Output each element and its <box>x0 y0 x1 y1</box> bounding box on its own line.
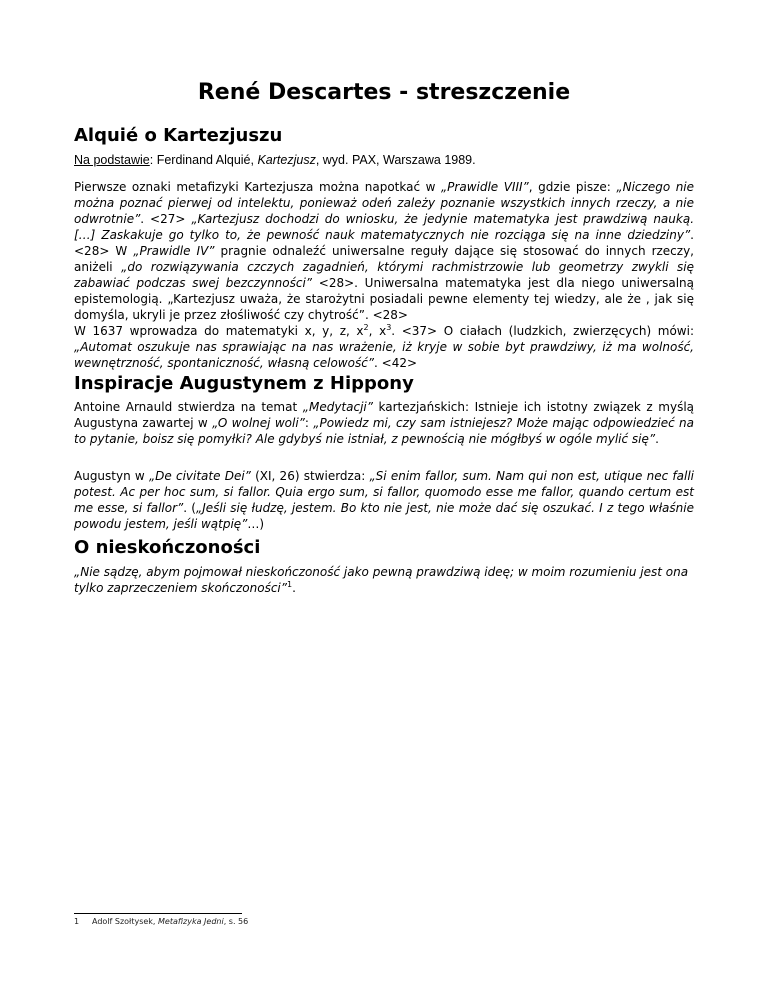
source-line: Na podstawie: Ferdinand Alquié, Kartezjusz, wyd. PAX, Warszawa 1989. <box>74 153 476 167</box>
paragraph-metaphysics: Pierwsze oznaki metafizyki Kartezjusza można napotkać w „Prawidle VIII”, gdzie pisze: „Niczego nie można poznać pierwej od intelektu, ponieważ odeń zależy poznanie wszystkich innych rzeczy, a nie odwrotnie”. <27> „Kartezjusz dochodzi do wniosku, że jedynie matematyka jest prawdziwą nauką. […] Zaskakuje go tylko to, że pewność nauk matematycznych nie rozciąga się na inne dziedziny”. <28> W „Prawidle IV” pragnie odnaleźć uniwersalne reguły dające się stosować do innych rzeczy, aniżeli „do rozwiązywania czczych zagadnień, którymi rachmistrzowie lub geometrzy zwykli się zabawiać podczas swej bezczynności” <28>. Uniwersalna matematyka jest dla niego uniwersalną epistemologią. „Kartezjusz uważa, że starożytni posiadali pewne elementy tej wiedzy, ale że , jak się domyśla, ukryli je przez złośliwość czy chytrość”. <28> W 1637 wprowadza do matematyki x, y, z, $x^2$, $x^3$. <37> O ciałach (ludzkich, zwierzęcych) mówi: „Automat oszukuje nas sprawiając na nas wrażenie, iż kryje w sobie byt prawdziwy, iż ma wolność, wewnętrzność, spontaniczność, własną celowość”. <42> <box>74 180 695 370</box>
section-heading-infinity: O nieskończoności <box>74 537 261 558</box>
footnote: 1 Adolf Szołtysek, Metafizyka Jedni, s. 56 <box>74 917 249 926</box>
paragraph-arnauld: Antoine Arnauld stwierdza na temat „Medytacji” kartezjańskich: Istnieje ich istotny związek z myślą Augustyna zawartej w „O wolnej woli”: „Powiedz mi, czy sam istniejesz? Może mając odpowiedzieć na to pytanie, boisz się pomyłki? Ale gdybyś nie istniał, z pewnością nie mógłbyś w ogóle mylić się”. <box>74 400 695 446</box>
footnote-reference[interactable]: 1 <box>286 580 293 589</box>
paragraph-augustine: Augustyn w „De civitate Dei” (XI, 26) stwierdza: „Si enim fallor, sum. Nam qui non est, utique nec falli potest. Ac per hoc sum, si fallor. Quia ergo sum, si fallor, quomodo esse me fallor, quando certum est me esse, si fallor”. („Jeśli się łudzę, jestem. Bo kto nie jest, nie może dać się oszukać. I z tego właśnie powodu jestem, jeśli wątpię”…) <box>74 469 694 531</box>
document-title: René Descartes - streszczenie <box>197 80 571 105</box>
footnote-divider <box>74 913 242 914</box>
section-heading-alquie: Alquié o Kartezjuszu <box>74 125 283 146</box>
footnote-number: 1 <box>74 917 80 926</box>
source-label: Na podstawie <box>74 153 150 167</box>
paragraph-infinity: „Nie sądzę, abym pojmował nieskończoność jako pewną prawdziwą ideę; w moim rozumieniu jest ona tylko zaprzeczeniem skończoności”$^1$. <box>74 565 689 595</box>
section-heading-augustine: Inspiracje Augustynem z Hippony <box>74 373 414 394</box>
